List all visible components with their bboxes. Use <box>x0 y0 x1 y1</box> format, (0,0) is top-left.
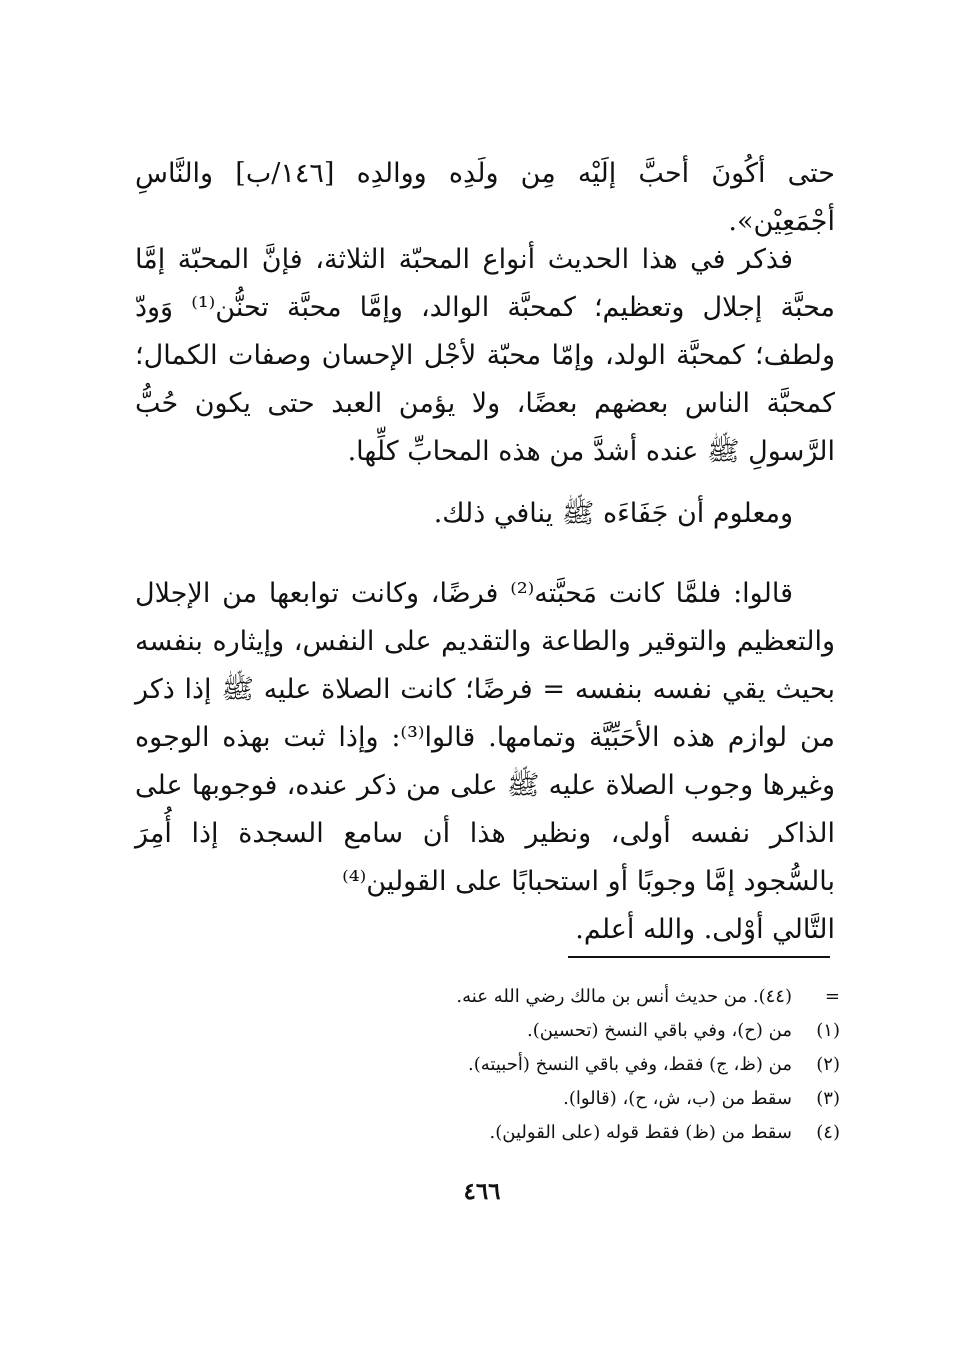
paragraph-love-types: فذكر في هذا الحديث أنواع المحبّة الثلاثة، فإنَّ المحبّة إمَّا محبَّة إجلال وتعظيم؛ كمحبَّة الوالد، وإمَّا محبَّة تحنُّن⁽¹⁾ وَودّ ولطف؛ كمحبَّة الولد، وإمّا محبّة لأجْل الإحسان وصفات الكمال؛ كمحبَّة الناس بعضهم بعضًا، ولا يؤمن العبد حتى يكون حُبُّ الرَّسولِ ﷺ عنده أشدَّ من هذه المحابِّ كلِّها. <box>135 244 835 467</box>
hadith-line: حتى أكُونَ أحبَّ إلَيْه مِن ولَدِه ووالدِه [١٤٦/ب] والنَّاسِ أجْمَعِيْن». <box>135 158 835 237</box>
footnote-2 <box>300 1048 840 1082</box>
footnote-continued <box>300 980 840 1014</box>
footnote-marker: (١) <box>816 1020 840 1041</box>
footnote-3 <box>300 1082 840 1116</box>
page-number: ٤٦٦ <box>463 1178 501 1205</box>
footnote-4 <box>300 1116 840 1150</box>
footnote-divider <box>568 956 830 958</box>
footnote-marker: (٢) <box>816 1054 840 1075</box>
footnote-text: (٤٤). من حديث أنس بن مالك رضي الله عنه. <box>456 986 792 1007</box>
footnote-text: سقط من (ب، ش، ح)، (قالوا). <box>563 1088 792 1109</box>
footnote-text: سقط من (ظ) فقط قوله (على القولين). <box>489 1122 792 1143</box>
footnote-text: من (ح)، وفي باقي النسخ (تحسين). <box>526 1020 792 1041</box>
footnote-marker: = <box>824 986 840 1007</box>
footnote-marker: (٤) <box>816 1122 840 1143</box>
paragraph-they-said-last-line: التَّالي أوْلى. والله أعلم. <box>575 914 835 945</box>
footnote-text: من (ظ، ج) فقط، وفي باقي النسخ (أحبيته). <box>468 1054 792 1075</box>
paragraph-they-said-main: قالوا: فلمَّا كانت مَحبَّته⁽²⁾ فرضًا، وكانت توابعها من الإجلال والتعظيم والتوقير والطاعة والتقديم على النفس، وإيثاره بنفسه بحيث يقي نفسه بنفسه = فرضًا؛ كانت الصلاة عليه ﷺ إذا ذكر من لوازم هذه الأحَبِّيَّة وتمامها. قالوا⁽³⁾: وإذا ثبت بهذه الوجوه وغيرها وجوب الصلاة عليه ﷺ على من ذكر عنده، فوجوبها على الذاكر نفسه أولى، ونظير هذا أن سامع السجدة إذا أُمِرَ بالسُّجود إمَّا وجوبًا أو استحبابًا على القولين⁽⁴⁾ <box>135 578 835 897</box>
footnotes <box>300 980 840 1150</box>
paragraph-they-said <box>135 570 835 954</box>
paragraph-known: ومعلوم أن جَفَاءَه ﷺ ينافي ذلك. <box>433 498 793 529</box>
footnote-1 <box>300 1014 840 1048</box>
footnote-marker: (٣) <box>816 1088 840 1109</box>
